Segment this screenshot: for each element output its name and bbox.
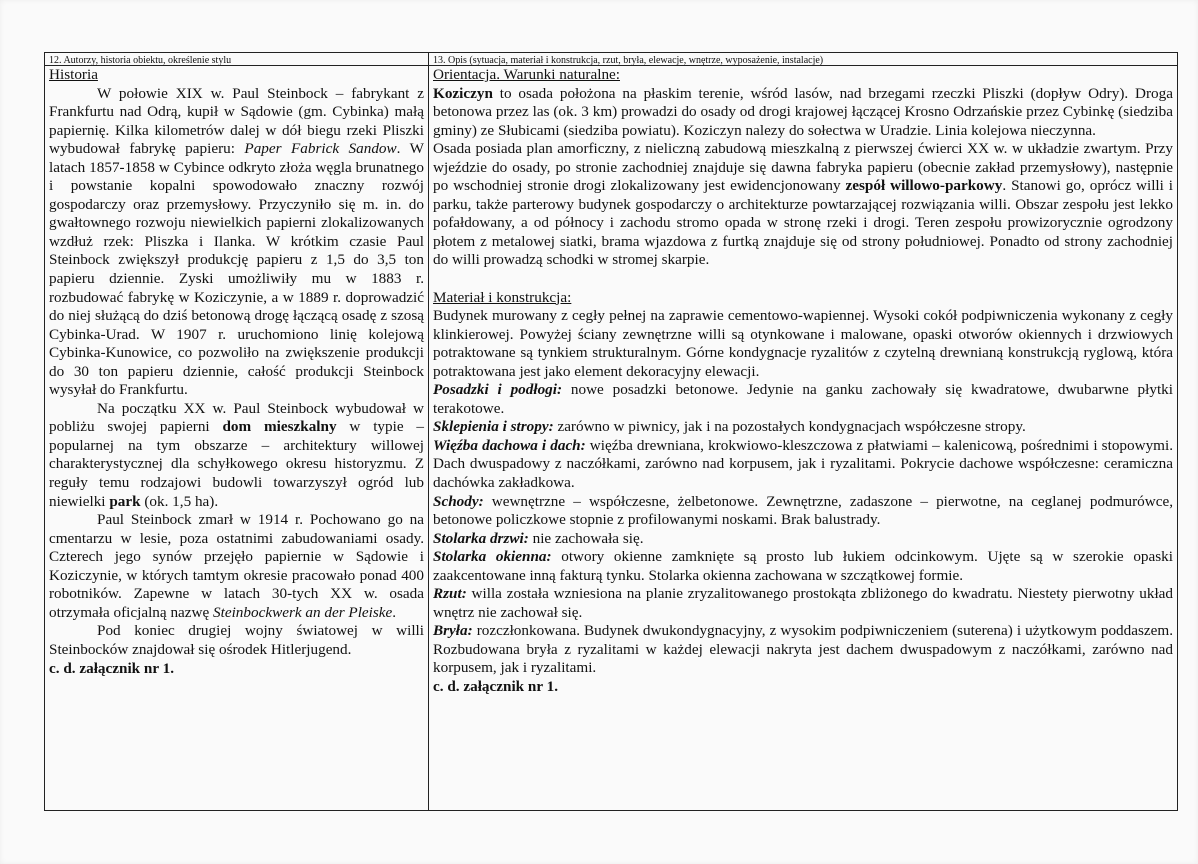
section-title-material: Materiał i konstrukcja: [433, 288, 572, 306]
item-key: Stolarka drzwi: [433, 529, 529, 547]
column-history [45, 53, 429, 810]
item-value: nie zachowała się. [528, 529, 644, 547]
item-key: Posadzki i podłogi: [433, 381, 563, 399]
text-span: Na początku XX w. Paul Steinbock wybudował w pobliżu swojej papierni [49, 399, 424, 436]
history-text [49, 66, 424, 678]
item-roof [433, 437, 1173, 493]
item-key: Więźba dachowa i dach: [433, 436, 586, 454]
text-span: Osada posiada plan amorficzny, z nieliczną zabudową mieszkalną z pierwszej ćwierci XX w. w układzie zwartym. Przy wjeździe do osady, po stronie zachodniej znajduje się dawna fabryka papieru (obecnie zakład przemysłowy), następnie po wschodniej stronie drogi zlokalizowany jest ewidencjonowany [433, 140, 1173, 195]
text-span: . [392, 603, 397, 621]
orientation-paragraph-1 [433, 85, 1173, 141]
column-description [429, 53, 1177, 810]
history-paragraph-2 [49, 400, 424, 511]
item-value: willa została wzniesiona na planie zryzalitowanego prostokąta zbliżonego do kwadratu. Niestety pierwotny układ wnętrz nie zachował się. [433, 585, 1173, 621]
description-text [433, 66, 1173, 697]
material-paragraph: Budynek murowany z cegły pełnej na zaprawie cementowo-wapiennej. Wysoki cokół podpiwniczenia wykonany z cegły klinkierowej. Powyżej ściany zewnętrzne willi są otynkowane i malowane, opaski otworów okiennych i drzwiowych potraktowane są tynkiem strukturalnym. Górne kondygnacje ryzalitów z czytelną drewnianą konstrukcją ryglową, która potraktowana jest jako element dekoracyjny elewacji. [433, 307, 1173, 380]
item-stairs [433, 493, 1173, 530]
text-span: (ok. 1,5 ha). [140, 492, 219, 510]
bold-text: Koziczyn [433, 84, 493, 102]
item-plan [433, 585, 1173, 622]
orientation-paragraph-2 [433, 140, 1173, 270]
history-paragraph-3 [49, 511, 424, 622]
text-span: . W latach 1857-1858 w Cybince odkryto złoża węgla brunatnego i powstanie kopalni spowodowało znaczny rozwój gospodarczy oraz przemysłowy. Przyczyniło się m. in. do gwałtownego rozwoju niewielkich papierni zlokalizowanych wzdłuż rzek: Pliszka i Ilanka. W krótkim czasie Paul Steinbock zwiększył produkcję papieru z 1,5 do 3,5 ton papieru dziennie. Zyski umożliwiły mu w 1883 r. rozbudować fabrykę w Koziczynie, a w 1889 r. doprowadzić do niej służącą do dziś betonową drogę łączącą osadę z szosą Cybinka-Urad. W 1907 r. uruchomiono linię kolejową Cybinka-Kunowice, co pozwoliło na zwiększenie produkcji do 30 ton papieru dziennie, całość produkcji Steinbock wysyłał do Frankfurtu. [49, 140, 424, 399]
item-value: nowe posadzki betonowe. Jedynie na ganku zachowały się kwadratowe, dwubarwne płytki terakotowe. [433, 381, 1173, 417]
item-value: otwory okienne zamknięte są prosto lub łukiem odcinkowym. Ujęte są w szerokie opaski zaakcentowane inną fakturą tynku. Stolarka okienna zachowana w szczątkowej formie. [433, 548, 1173, 584]
text-span: to osada położona na płaskim terenie, wśród lasów, nad brzegami rzeczki Pliszki (dopływ Odry). Droga betonowa przez las (ok. 3 km) prowadzi do osady od drogi krajowej łączącej Krosno Odrzańskie przez Cybinkę (siedziba gminy) ze Słubicami (siedziba powiatu). Koziczyn nalezy do sołectwa w Uradzie. Linia kolejowa nieczynna. [433, 84, 1173, 139]
item-key: Bryła: [433, 622, 473, 640]
item-ceilings [433, 418, 1173, 437]
section-title-history: Historia [49, 66, 98, 83]
item-key: Stolarka okienna: [433, 548, 552, 566]
text-span: Paul Steinbock zmarł w 1914 r. Pochowano go na cmentarzu w lesie, poza ostatnimi zabudowaniami osady. Czterech jego synów przejęło papiernie w Sądowie i Koziczynie, w których tamtym okresie pracowało ponad 400 robotników. Zapewne w latach 30-tych XX w. osada otrzymała oficjalną nazwę [49, 511, 424, 621]
left-column-header: 12. Autorzy, historia obiektu, określenie stylu [45, 53, 428, 66]
history-paragraph-4: Pod koniec drugiej wojny światowej w willi Steinbocków znajdował się ośrodek Hitlerjugend. [49, 622, 424, 658]
text-span: w typie – popularnej na tym obszarze – architektury willowej charakterystycznej dla schyłkowego okresu historyzmu. Z reguły temu rodzajowi budowli towarzyszył ogród lub niewielki [49, 418, 424, 510]
item-doors [433, 530, 1173, 549]
right-footer-note: c. d. załącznik nr 1. [433, 678, 559, 695]
form-table [44, 52, 1178, 811]
right-column-header: 13. Opis (sytuacja, materiał i konstrukcja, rzut, bryła, elewacje, wnętrze, wyposażenie, instalacje) [429, 53, 1177, 66]
item-key: Rzut: [433, 585, 467, 603]
section-title-orientation: Orientacja. Warunki naturalne: [433, 66, 620, 83]
italic-text: Paper Fabrick Sandow [244, 140, 397, 158]
item-value: wewnętrzne – współczesne, żelbetonowe. Zewnętrzne, zadaszone – pierwotne, na ceglanej podmurówce, betonowe policzkowe stopnie z profilowanymi noskami. Brak balustrady. [433, 492, 1173, 529]
left-footer-note: c. d. załącznik nr 1. [49, 659, 175, 677]
bold-text: park [109, 492, 141, 510]
item-key: Sklepienia i stropy: [433, 418, 554, 436]
spacer [433, 270, 1173, 289]
item-value: rozczłonkowana. Budynek dwukondygnacyjny, z wysokim podpiwniczeniem (suterena) i użytkowym poddaszem. Rozbudowana bryła z ryzalitami w każdej elewacji nakryta jest dachem dwuspadowym z naczółkami, zarówno nad korpusem, jak i ryzalitami. [433, 622, 1173, 677]
text-span: . Stanowi go, oprócz willi i parku, także parterowy budynek gospodarczy o architekturze powtarzającej rozwiązania willi. Obszar zespołu jest lekko pofałdowany, a od północy i zachodu stromo opada w stronę rzeki i drogi. Teren zespołu prowizorycznie ogrodzony płotem z metalowej siatki, brama wjazdowa z furtką znajduje się od strony południowej. Ponadto od strony zachodniej do willi prowadzą schodki w stromej skarpie. [433, 177, 1174, 269]
item-floors [433, 381, 1173, 418]
history-paragraph-1 [49, 85, 424, 400]
item-key: Schody: [433, 492, 484, 510]
bold-text: dom mieszkalny [222, 418, 337, 436]
item-value: zarówno w piwnicy, jak i na pozostałych kondygnacjach współczesne stropy. [553, 418, 1026, 436]
item-value: więźba drewniana, krokwiowo-kleszczowa z płatwiami – kalenicową, pośrednimi i stopowymi. Dach dwuspadowy z naczółkami, zarówno nad korpusem, jak i ryzalitami. Pokrycie dachowe współczesne: ceramiczna dachówka zakładkowa. [433, 436, 1173, 491]
item-mass [433, 622, 1173, 678]
italic-text: Steinbockwerk an der Pleiske [213, 603, 393, 621]
item-windows [433, 548, 1173, 585]
bold-text: zespół willowo-parkowy [845, 177, 1003, 195]
text-span: W połowie XIX w. Paul Steinbock – fabrykant z Frankfurtu nad Odrą, kupił w Sądowie (gm. Cybinka) małą papiernię. Kilka kilometrów dalej w dół biegu rzeki Pliszki wybudował fabrykę papieru: [49, 84, 424, 158]
